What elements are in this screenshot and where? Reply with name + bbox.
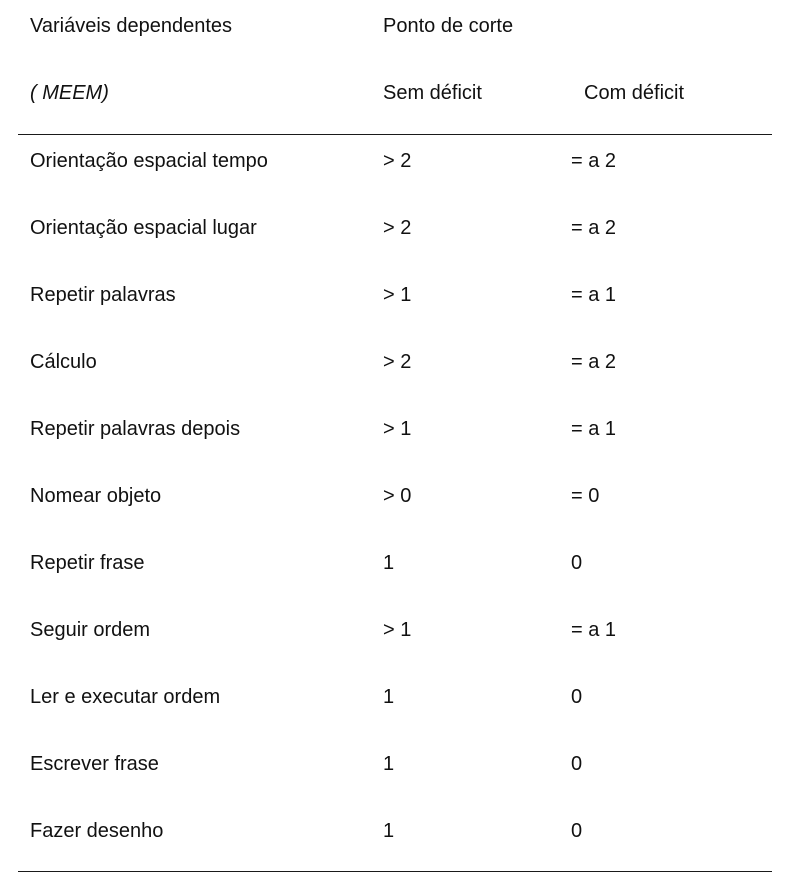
row-no-deficit: > 2: [383, 150, 412, 172]
row-no-deficit: > 1: [383, 418, 412, 440]
row-no-deficit: 1: [383, 686, 395, 708]
row-no-deficit: 1: [383, 753, 395, 775]
row-variable: Repetir frase: [30, 552, 145, 574]
row-no-deficit: > 1: [383, 284, 412, 306]
row-with-deficit: = a 1: [571, 619, 617, 641]
row-with-deficit: = a 1: [571, 284, 617, 306]
bottom-rule: [18, 871, 772, 872]
header-cutoff: Ponto de corte: [383, 15, 514, 37]
header-rule: [18, 134, 772, 135]
row-variable: Ler e executar ordem: [30, 686, 221, 708]
row-variable: Orientação espacial tempo: [30, 150, 268, 172]
row-variable: Seguir ordem: [30, 619, 151, 641]
row-variable: Escrever frase: [30, 753, 159, 775]
row-variable: Repetir palavras: [30, 284, 176, 306]
row-no-deficit: > 1: [383, 619, 412, 641]
row-variable: Nomear objeto: [30, 485, 162, 507]
row-with-deficit: 0: [571, 552, 583, 574]
header-no-deficit: Sem déficit: [383, 82, 482, 104]
row-with-deficit: 0: [571, 753, 583, 775]
header-meem: ( MEEM): [30, 82, 109, 104]
row-no-deficit: > 0: [383, 485, 412, 507]
row-with-deficit: = a 2: [571, 150, 617, 172]
row-no-deficit: 1: [383, 820, 395, 842]
row-variable: Cálculo: [30, 351, 97, 373]
header-variables: Variáveis dependentes: [30, 15, 232, 37]
row-no-deficit: > 2: [383, 351, 412, 373]
row-with-deficit: 0: [571, 686, 583, 708]
row-variable: Orientação espacial lugar: [30, 217, 257, 239]
row-with-deficit: = a 1: [571, 418, 617, 440]
row-no-deficit: > 2: [383, 217, 412, 239]
row-variable: Repetir palavras depois: [30, 418, 241, 440]
row-with-deficit: = a 2: [571, 351, 617, 373]
header-with-deficit: Com déficit: [584, 82, 685, 104]
row-with-deficit: 0: [571, 820, 583, 842]
row-variable: Fazer desenho: [30, 820, 164, 842]
row-with-deficit: = 0: [571, 485, 600, 507]
row-with-deficit: = a 2: [571, 217, 617, 239]
row-no-deficit: 1: [383, 552, 395, 574]
